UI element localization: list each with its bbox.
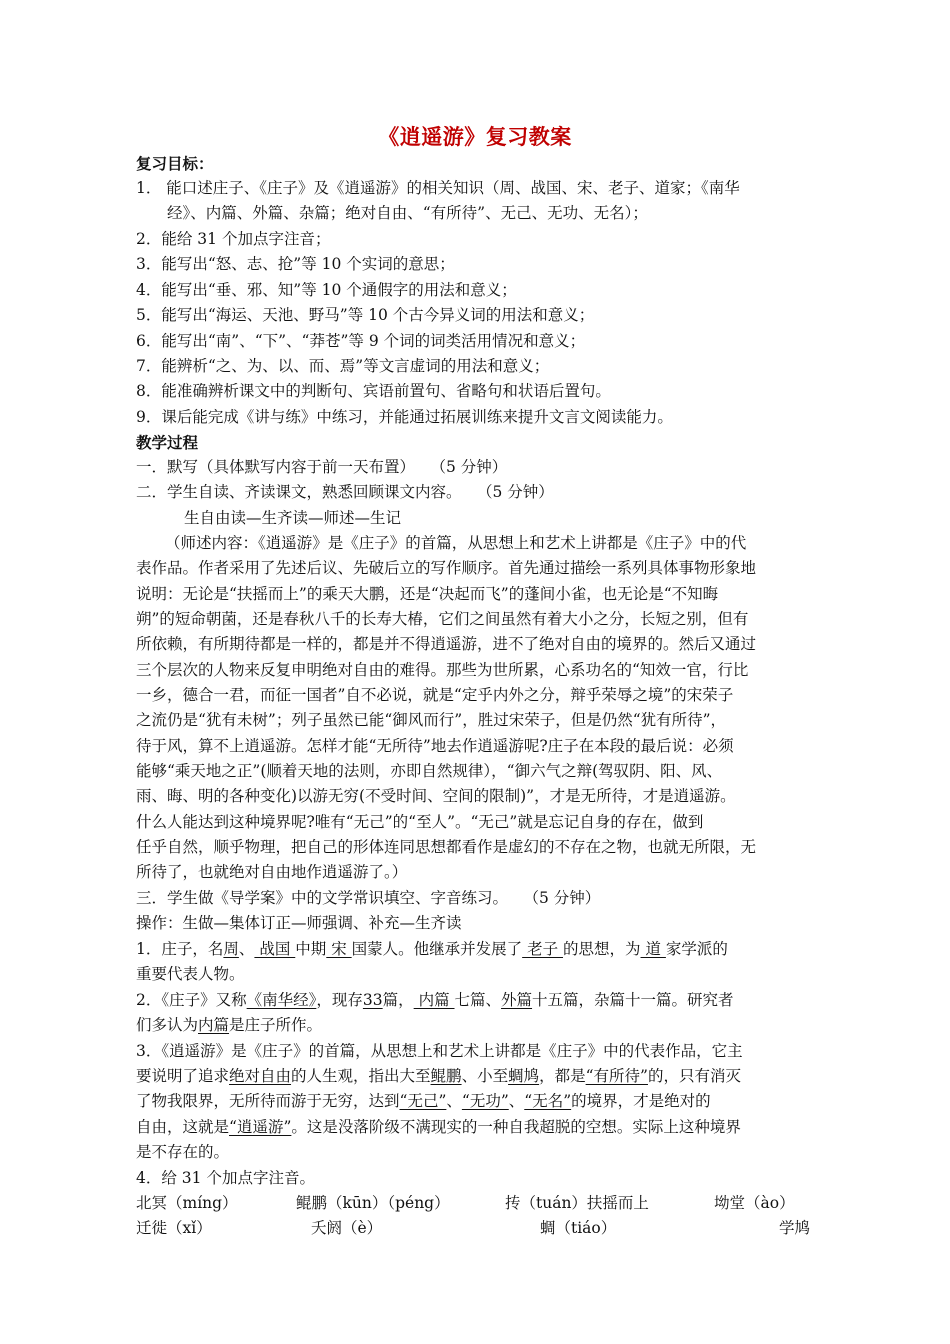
teacher-note-line: 朔”的短命朝菌，还是春秋八千的长寿大椿，它们之间虽然有着大小之分，长短之别，但有: [136, 610, 749, 628]
process-heading: 教学过程: [136, 434, 199, 452]
goals-heading: 复习目标：: [136, 155, 214, 173]
goal-line: 9．课后能完成《讲与练》中练习，并能通过拓展训练来提升文言文阅读能力。: [136, 408, 673, 426]
goal-line: 2．能给 31 个加点字注音；: [136, 230, 331, 248]
step-3-flow: 操作：生做—集体订正—师强调、补充—生齐读: [136, 914, 462, 932]
teacher-note-line: 三个层次的人物来反复申明绝对自由的难得。那些为世所累，心系功名的“知效一官，行比: [136, 661, 749, 679]
pinyin-item: 学鸠: [779, 1219, 811, 1237]
answer-blank: 鲲鹏: [430, 1067, 462, 1085]
question-3: 3．《逍遥游》是《庄子》的首篇，从思想上和艺术上讲都是《庄子》中的代表作品，它主: [136, 1042, 743, 1060]
goal-line: 经》、内篇、外篇、杂篇；绝对自由、“有所待”、无己、无功、无名）；: [167, 204, 648, 222]
question-2-line-2: 们多认为内篇是庄子所作。: [136, 1016, 323, 1034]
answer-blank: 33: [362, 991, 383, 1009]
answer-blank: 《南华经》: [246, 991, 317, 1009]
answer-blank: 内篇: [413, 991, 455, 1009]
goal-line: 8．能准确辨析课文中的判断句、宾语前置句、省略句和状语后置句。: [136, 382, 611, 400]
answer-blank: 周: [223, 940, 239, 958]
answer-blank: 蜩鸠: [508, 1067, 540, 1085]
teacher-note-line: 雨、晦、明的各种变化)以游无穷(不受时间、空间的限制)”，才是无所待，才是逍遥游。: [136, 787, 736, 805]
teacher-note-line: 表作品。作者采用了先述后议、先破后立的写作顺序。首先通过描绘一系列具体事物形象地: [136, 559, 757, 577]
step-2-flow: 生自由读—生齐读—师述—生记: [184, 509, 402, 527]
answer-blank: “无名”: [524, 1092, 572, 1110]
teacher-note-line: 一乡，德合一君，而征一国者”自不必说，就是“定乎内外之分，辩乎荣辱之境”的宋荣子: [136, 686, 734, 704]
pinyin-item: 夭阏（è）: [311, 1219, 383, 1237]
teacher-note-line: 所依赖，有所期待都是一样的，都是并不得逍遥游，进不了绝对自由的境界的。然后又通过: [136, 635, 757, 653]
question-2: 2．《庄子》又称《南华经》，现存33篇， 内篇 七篇、外篇十五篇，杂篇十一篇。研究者: [136, 991, 734, 1009]
step-2: 二．学生自读、齐读课文，熟悉回顾课文内容。 （5 分钟）: [136, 483, 554, 501]
answer-blank: “无己”: [399, 1092, 447, 1110]
goal-line: 1． 能口述庄子、《庄子》及《逍遥游》的相关知识（周、战国、宋、老子、道家；《南华: [136, 179, 740, 197]
goal-line: 7．能辨析“之、为、以、而、焉”等文言虚词的用法和意义；: [136, 357, 550, 375]
answer-blank: 道: [640, 940, 666, 958]
teacher-note-line: 之流仍是“犹有未树”；列子虽然已能“御风而行”，胜过宋荣子，但是仍然“犹有所待”，: [136, 711, 727, 729]
pinyin-item: 北冥（míng）: [136, 1194, 238, 1212]
teacher-note-line: 所待了，也就绝对自由地作逍遥游了。）: [136, 863, 408, 881]
question-1-line-2: 重要代表人物。: [136, 965, 245, 983]
answer-blank: 内篇: [198, 1016, 230, 1034]
goal-line: 5．能写出“海运、天池、野马”等 10 个古今异义词的用法和意义；: [136, 306, 595, 324]
teacher-note-line: 任乎自然，顺乎物理，把自己的形体连同思想都看作是虚幻的不存在之物，也就无所限，无: [136, 838, 757, 856]
goal-line: 3．能写出“怒、志、抢”等 10 个实词的意思；: [136, 255, 455, 273]
answer-blank: 老子: [522, 940, 564, 958]
answer-blank: “有所待”: [585, 1067, 648, 1085]
question-1: 1．庄子，名周、 战国 中期 宋 国蒙人。他继承并发展了 老子 的思想，为 道 家学派的: [136, 940, 728, 958]
teacher-note-line: 什么人能达到这种境界呢?唯有“无己”的“至人”。“无己”就是忘记自身的存在，做到: [136, 813, 704, 831]
pinyin-item: 鲲鹏（kūn）（péng）: [296, 1194, 450, 1212]
teacher-note-line: （师述内容：《逍遥游》是《庄子》的首篇，从思想上和艺术上讲都是《庄子》中的代: [165, 534, 747, 552]
pinyin-item: 坳堂（ào）: [714, 1194, 795, 1212]
pinyin-item: 蜩（tiáo）: [540, 1219, 617, 1237]
answer-blank: 战国: [254, 940, 296, 958]
answer-blank: 绝对自由: [229, 1067, 292, 1085]
document-title: 《逍遥游》复习教案: [378, 125, 572, 149]
answer-blank: “逍遥游”: [229, 1118, 292, 1136]
pinyin-item: 抟（tuán）扶摇而上: [505, 1194, 649, 1212]
answer-blank: 外篇: [501, 991, 533, 1009]
question-3-line-3: 了物我限界，无所待而游于无穷，达到“无己”、“无功”、“无名”的境界，才是绝对的: [136, 1092, 711, 1110]
answer-blank: “无功”: [461, 1092, 509, 1110]
step-3: 三．学生做《导学案》中的文学常识填空、字音练习。 （5 分钟）: [136, 889, 601, 907]
teacher-note-line: 说明：无论是“扶摇而上”的乘天大鹏，还是“决起而飞”的蓬间小雀，也无论是“不知晦: [136, 585, 719, 603]
goal-line: 6．能写出“南”、“下”、“莽苍”等 9 个词的词类活用情况和意义；: [136, 332, 586, 350]
question-3-line-2: 要说明了追求绝对自由的人生观，指出大至鲲鹏、小至蜩鸠，都是“有所待”的，只有消灭: [136, 1067, 741, 1085]
step-1: 一．默写（具体默写内容于前一天布置） （5 分钟）: [136, 458, 508, 476]
question-3-line-4: 自由，这就是“逍遥游”。这是没落阶级不满现实的一种自我超脱的空想。实际上这种境界: [136, 1118, 741, 1136]
teacher-note-line: 能够“乘天地之正”(顺着天地的法则，亦即自然规律），“御六气之辩(驾驭阴、阳、风、: [136, 762, 723, 780]
question-3-line-5: 是不存在的。: [136, 1143, 230, 1161]
answer-blank: 宋: [326, 940, 352, 958]
goal-line: 4．能写出“垂、邪、知”等 10 个通假字的用法和意义；: [136, 281, 517, 299]
pinyin-item: 迁徙（xǐ）: [136, 1219, 212, 1237]
teacher-note-line: 待于风，算不上逍遥游。怎样才能“无所待”地去作逍遥游呢?庄子在本段的最后说：必须: [136, 737, 734, 755]
question-4: 4．给 31 个加点字注音。: [136, 1169, 315, 1187]
